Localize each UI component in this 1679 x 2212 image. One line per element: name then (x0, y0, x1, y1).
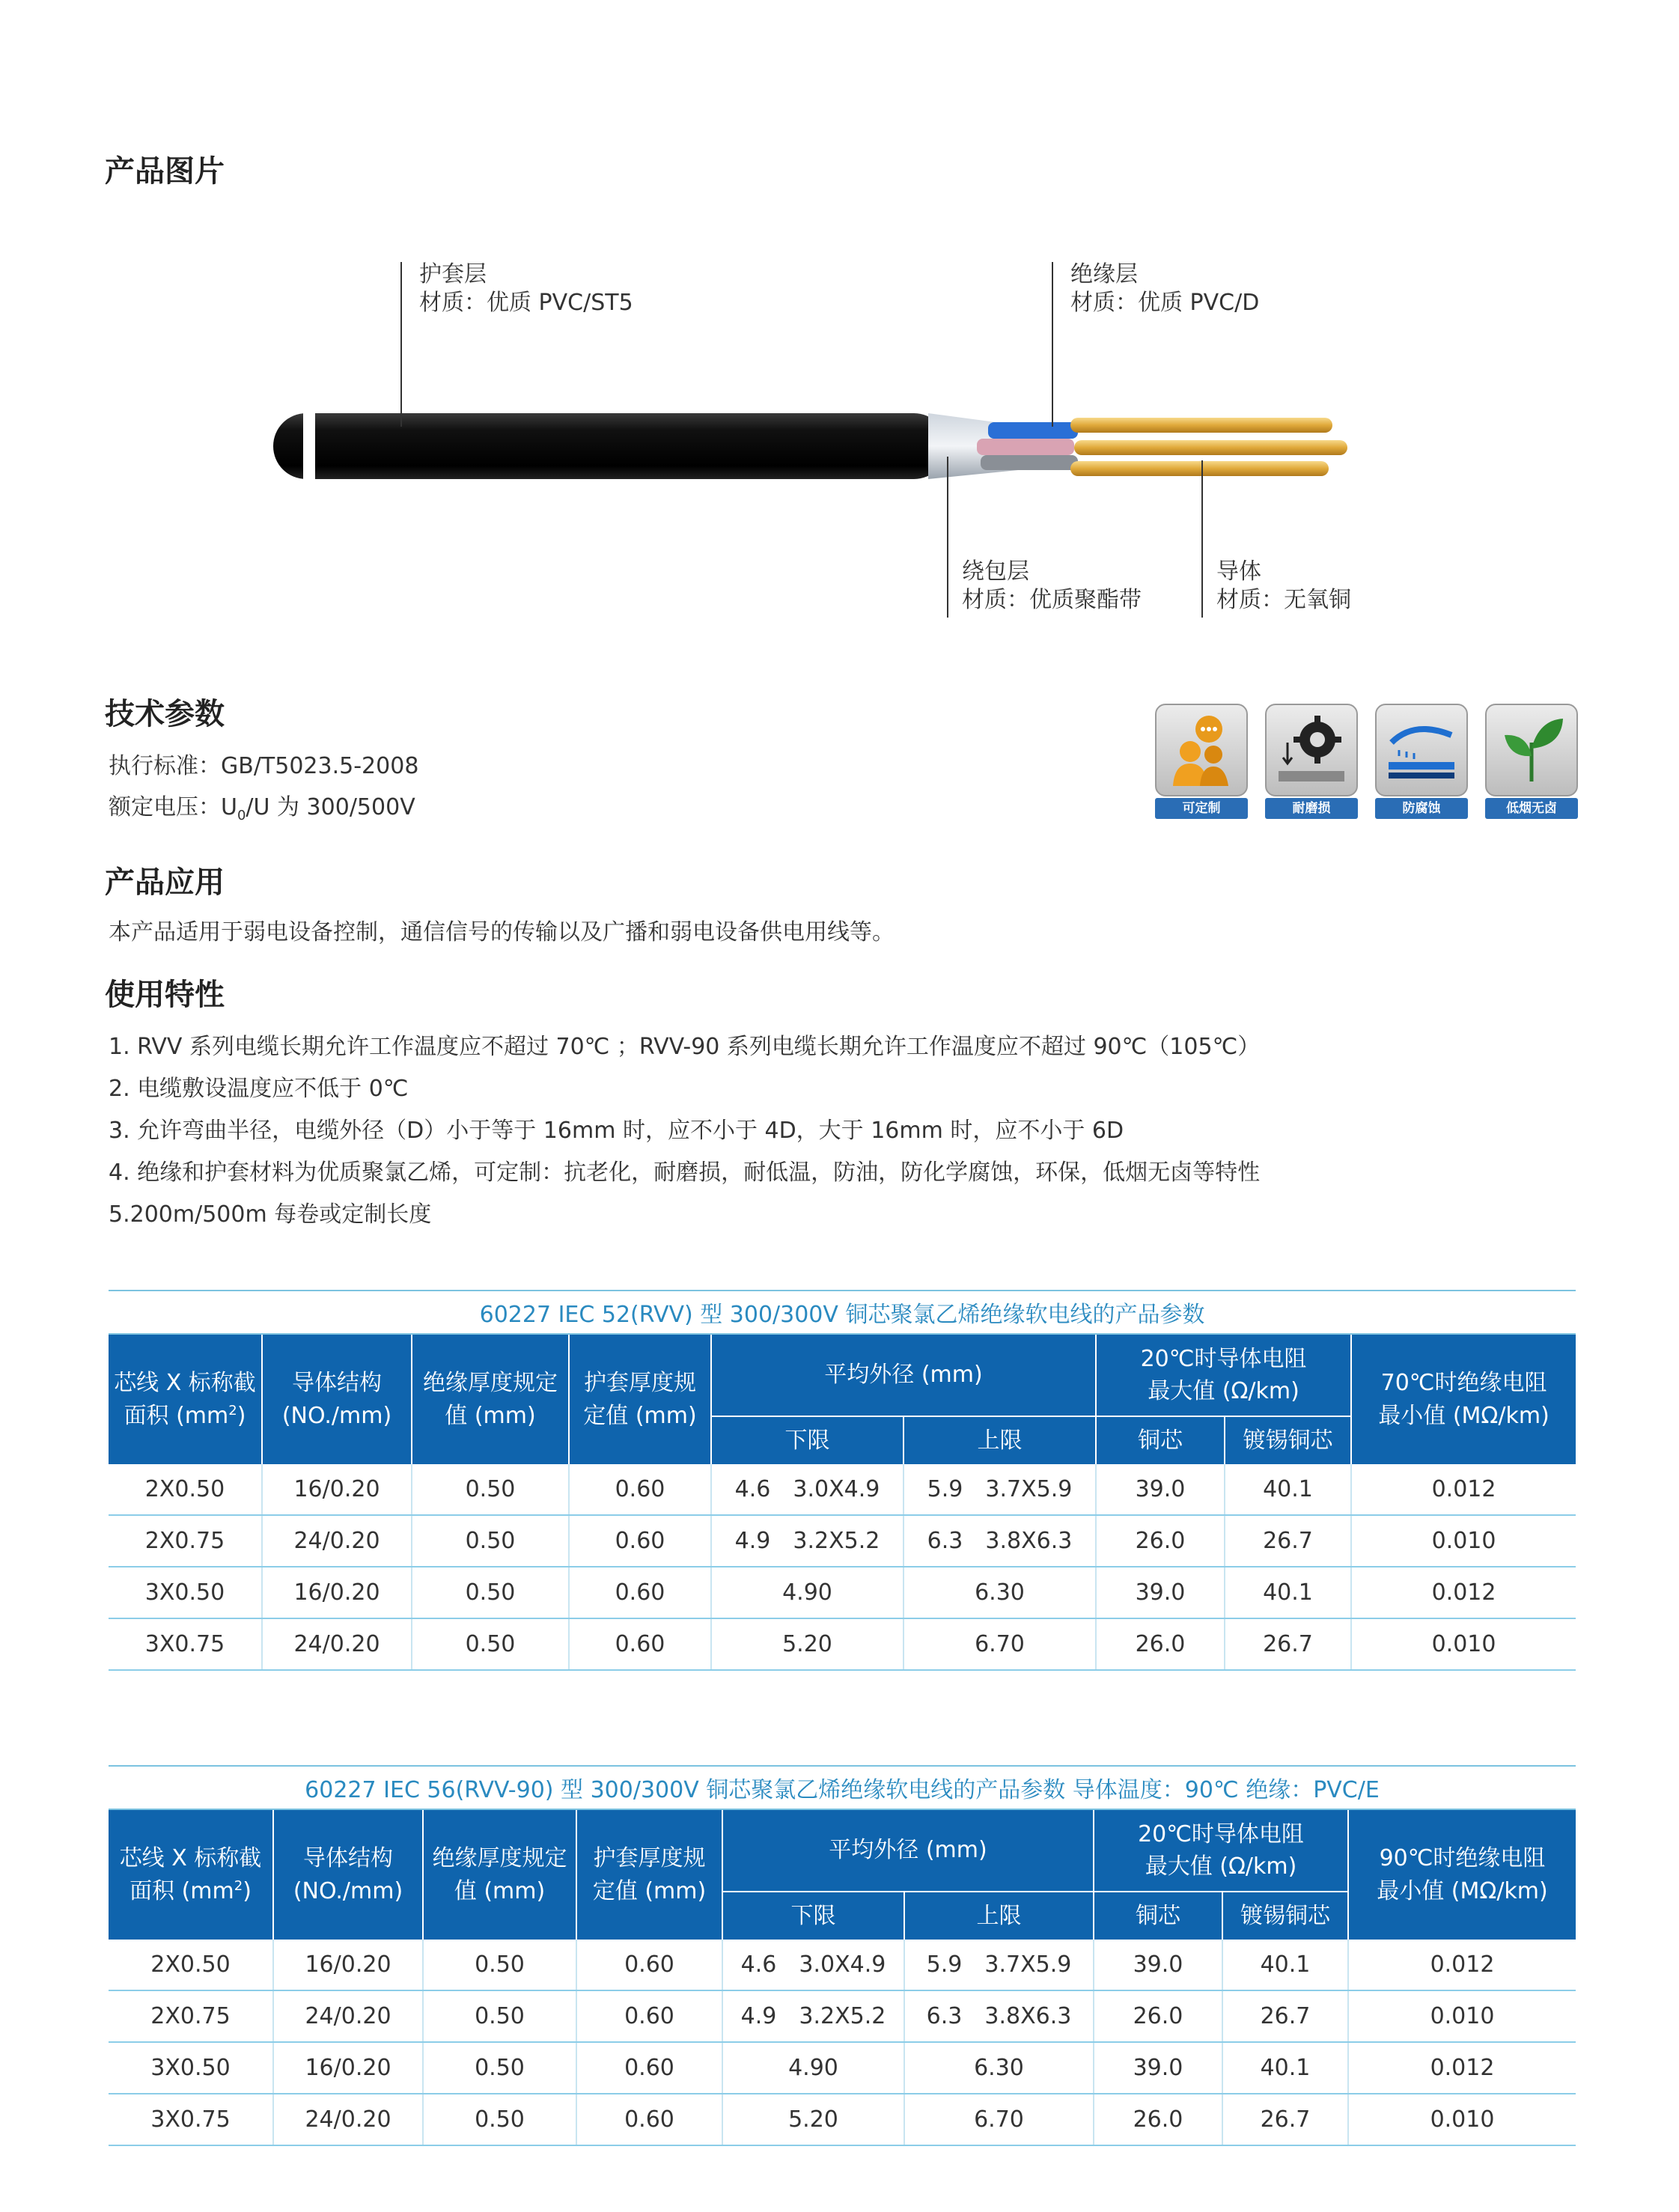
cell-core-area: 2X0.75 (109, 1515, 262, 1567)
callout-sheath-material: 材质：优质 PVC/ST5 (419, 290, 633, 316)
cell-resistance-copper: 39.0 (1094, 2042, 1222, 2094)
cell-od-lower: 4.9 3.2X5.2 (722, 1990, 904, 2042)
table-row (109, 2094, 1576, 2145)
cell-core-area: 3X0.50 (109, 1567, 262, 1618)
header-core-area: 芯线 X 标称截 面积 $(mm^2)$ (109, 1334, 262, 1464)
cell-conductor-structure: 16/0.20 (262, 1464, 412, 1515)
cell-sheath-thickness: 0.60 (576, 2042, 722, 2094)
cell-sheath-thickness: 0.60 (576, 1990, 722, 2042)
feature-line-3: 3. 允许弯曲半径，电缆外径（D）小于等于 16mm 时，应不小于 4D，大于 16mm 时，应不小于 6D (109, 1118, 1124, 1144)
gear-icon (1265, 704, 1358, 796)
cell-insulation-resistance: 0.012 (1348, 1940, 1576, 1990)
header-outer-diameter: 平均外径 (mm) (711, 1334, 1096, 1416)
callout-line-sheath (400, 262, 402, 427)
cell-od-lower: 5.20 (711, 1618, 904, 1670)
cell-od-upper: 6.3 3.8X6.3 (904, 1990, 1094, 2042)
drip-layer-icon (1375, 704, 1468, 796)
callout-wrap-material: 材质：优质聚酯带 (962, 587, 1142, 613)
cell-resistance-copper: 26.0 (1096, 1515, 1225, 1567)
application-text: 本产品适用于弱电设备控制，通信信号的传输以及广播和弱电设备供电用线等。 (109, 919, 895, 945)
table-row (109, 1618, 1576, 1670)
table-row (109, 1464, 1576, 1515)
header-insulation-resistance: 70℃时绝缘电阻 最小值 (MΩ/km) (1351, 1334, 1576, 1464)
cell-conductor-structure: 16/0.20 (262, 1567, 412, 1618)
cell-resistance-copper: 39.0 (1096, 1567, 1225, 1618)
header-lower: 下限 (722, 1892, 904, 1940)
cell-insulation-resistance: 0.012 (1351, 1464, 1576, 1515)
header-insulation-thickness: 绝缘厚度规定 值 (mm) (423, 1809, 576, 1940)
cell-core-area: 3X0.50 (109, 2042, 273, 2094)
table-row (109, 2042, 1576, 2094)
cell-resistance-tinned: 26.7 (1225, 1515, 1351, 1567)
cell-sheath-thickness: 0.60 (569, 1464, 711, 1515)
cell-insulation-thickness: 0.50 (423, 1990, 576, 2042)
header-sheath-thickness: 护套厚度规 定值 (mm) (569, 1334, 711, 1464)
header-copper: 铜芯 (1094, 1892, 1222, 1940)
people-chat-icon (1155, 704, 1248, 796)
header-insulation-resistance: 90℃时绝缘电阻 最小值 (MΩ/km) (1348, 1809, 1576, 1940)
cell-conductor-structure: 16/0.20 (273, 2042, 423, 2094)
cell-insulation-thickness: 0.50 (412, 1515, 569, 1567)
cell-core-area: 3X0.75 (109, 2094, 273, 2145)
callout-line-insulation (1052, 262, 1053, 427)
cell-insulation-resistance: 0.010 (1351, 1515, 1576, 1567)
header-copper: 铜芯 (1096, 1416, 1225, 1464)
table-caption: 60227 IEC 56(RVV-90) 型 300/300V 铜芯聚氯乙烯绝缘软电线的产品参数 导体温度：90℃ 绝缘：PVC/E (109, 1766, 1576, 1809)
feature-line-2: 2. 电缆敷设温度应不低于 0℃ (109, 1076, 409, 1102)
tech-voltage: 额定电压：$U_0/U$ 为 300/500V (109, 794, 415, 823)
header-conductor-resistance: 20℃时导体电阻 最大值 (Ω/km) (1096, 1334, 1351, 1416)
cell-core-area: 2X0.50 (109, 1464, 262, 1515)
cell-od-lower: 4.90 (722, 2042, 904, 2094)
table-row (109, 1990, 1576, 2042)
callout-sheath-name: 护套层 (419, 261, 487, 287)
header-core-area: 芯线 X 标称截 面积 $(mm^2)$ (109, 1809, 273, 1940)
cell-conductor-structure: 24/0.20 (262, 1618, 412, 1670)
cell-insulation-resistance: 0.012 (1351, 1567, 1576, 1618)
header-outer-diameter: 平均外径 (mm) (722, 1809, 1094, 1892)
cell-core-area: 3X0.75 (109, 1618, 262, 1670)
cell-sheath-thickness: 0.60 (569, 1515, 711, 1567)
cell-conductor-structure: 24/0.20 (273, 1990, 423, 2042)
callout-line-wrap (947, 457, 948, 618)
cable-illustration (269, 397, 1355, 502)
header-upper: 上限 (904, 1892, 1094, 1940)
header-upper: 上限 (904, 1416, 1096, 1464)
header-insulation-thickness: 绝缘厚度规定 值 (mm) (412, 1334, 569, 1464)
cell-sheath-thickness: 0.60 (576, 1940, 722, 1990)
cell-od-upper: 6.30 (904, 2042, 1094, 2094)
section-title-application: 产品应用 (105, 865, 225, 900)
feature-corrosion-proof: 防腐蚀 (1375, 704, 1472, 819)
header-tinned-copper: 镀锡铜芯 (1225, 1416, 1351, 1464)
table-row (109, 1567, 1576, 1618)
section-title-features: 使用特性 (105, 978, 225, 1012)
header-tinned-copper: 镀锡铜芯 (1222, 1892, 1348, 1940)
cell-insulation-resistance: 0.012 (1348, 2042, 1576, 2094)
cell-resistance-tinned: 40.1 (1222, 1940, 1348, 1990)
cell-insulation-thickness: 0.50 (412, 1567, 569, 1618)
cell-insulation-thickness: 0.50 (423, 1940, 576, 1990)
callout-wrap-name: 绕包层 (962, 558, 1029, 585)
callout-insulation-name: 绝缘层 (1070, 261, 1138, 287)
cell-od-upper: 6.3 3.8X6.3 (904, 1515, 1096, 1567)
header-sheath-thickness: 护套厚度规 定值 (mm) (576, 1809, 722, 1940)
cell-insulation-thickness: 0.50 (412, 1464, 569, 1515)
cell-od-upper: 5.9 3.7X5.9 (904, 1464, 1096, 1515)
callout-conductor-material: 材质：无氧铜 (1216, 587, 1351, 613)
cell-resistance-copper: 39.0 (1096, 1464, 1225, 1515)
table-body (109, 1464, 1576, 1670)
cell-insulation-resistance: 0.010 (1351, 1618, 1576, 1670)
cell-conductor-structure: 24/0.20 (273, 2094, 423, 2145)
table-caption: 60227 IEC 52(RVV) 型 300/300V 铜芯聚氯乙烯绝缘软电线的产品参数 (109, 1291, 1576, 1334)
section-title-tech-params: 技术参数 (105, 697, 225, 731)
cell-insulation-resistance: 0.010 (1348, 1990, 1576, 2042)
header-conductor-structure: 导体结构 (NO./mm) (262, 1334, 412, 1464)
params-table-rvv90 (109, 1765, 1576, 2146)
header-lower: 下限 (711, 1416, 904, 1464)
header-conductor-resistance: 20℃时导体电阻 最大值 (Ω/km) (1094, 1809, 1348, 1892)
cell-od-lower: 5.20 (722, 2094, 904, 2145)
cell-insulation-thickness: 0.50 (423, 2042, 576, 2094)
feature-customizable: 可定制 (1155, 704, 1252, 819)
cable-jacket (273, 413, 947, 479)
cell-od-upper: 6.30 (904, 1567, 1096, 1618)
tech-standard: 执行标准：GB/T5023.5-2008 (109, 753, 419, 779)
cell-od-upper: 5.9 3.7X5.9 (904, 1940, 1094, 1990)
cell-resistance-tinned: 26.7 (1222, 2094, 1348, 2145)
cell-od-lower: 4.9 3.2X5.2 (711, 1515, 904, 1567)
cell-sheath-thickness: 0.60 (576, 2094, 722, 2145)
callout-line-conductor (1201, 460, 1203, 618)
feature-line-5: 5.200m/500m 每卷或定制长度 (109, 1201, 432, 1228)
cell-core-area: 2X0.75 (109, 1990, 273, 2042)
table-row (109, 1940, 1576, 1990)
cell-conductor-structure: 24/0.20 (262, 1515, 412, 1567)
cable-insulated-cores (977, 422, 1078, 470)
cell-sheath-thickness: 0.60 (569, 1618, 711, 1670)
table-body (109, 1940, 1576, 2145)
cable-conductors (1070, 418, 1347, 476)
cell-resistance-copper: 39.0 (1094, 1940, 1222, 1990)
cell-insulation-thickness: 0.50 (423, 2094, 576, 2145)
leaf-icon (1485, 704, 1578, 796)
feature-wear-resistant: 耐磨损 (1265, 704, 1362, 819)
cell-resistance-tinned: 40.1 (1222, 2042, 1348, 2094)
cell-od-lower: 4.6 3.0X4.9 (722, 1940, 904, 1990)
cell-resistance-copper: 26.0 (1094, 2094, 1222, 2145)
table-row (109, 1515, 1576, 1567)
header-conductor-structure: 导体结构 (NO./mm) (273, 1809, 423, 1940)
cell-conductor-structure: 16/0.20 (273, 1940, 423, 1990)
callout-insulation-material: 材质：优质 PVC/D (1070, 290, 1260, 316)
params-table-rvv (109, 1290, 1576, 1671)
cell-resistance-copper: 26.0 (1096, 1618, 1225, 1670)
feature-low-smoke-halogen-free: 低烟无卤 (1485, 704, 1582, 819)
cell-od-upper: 6.70 (904, 1618, 1096, 1670)
cell-resistance-tinned: 26.7 (1225, 1618, 1351, 1670)
section-title-product-image: 产品图片 (105, 154, 225, 189)
cell-od-lower: 4.6 3.0X4.9 (711, 1464, 904, 1515)
callout-conductor-name: 导体 (1216, 558, 1261, 585)
cell-sheath-thickness: 0.60 (569, 1567, 711, 1618)
cell-insulation-thickness: 0.50 (412, 1618, 569, 1670)
cell-od-upper: 6.70 (904, 2094, 1094, 2145)
cell-resistance-tinned: 40.1 (1225, 1567, 1351, 1618)
feature-line-1: 1. RVV 系列电缆长期允许工作温度应不超过 70℃ ；RVV-90 系列电缆长期允许工作温度应不超过 90℃（105℃） (109, 1034, 1261, 1060)
cell-insulation-resistance: 0.010 (1348, 2094, 1576, 2145)
cell-resistance-tinned: 40.1 (1225, 1464, 1351, 1515)
cell-core-area: 2X0.50 (109, 1940, 273, 1990)
feature-line-4: 4. 绝缘和护套材料为优质聚氯乙烯，可定制：抗老化，耐磨损，耐低温，防油，防化学腐蚀，环保，低烟无卤等特性 (109, 1160, 1261, 1186)
cell-resistance-tinned: 26.7 (1222, 1990, 1348, 2042)
cell-od-lower: 4.90 (711, 1567, 904, 1618)
cell-resistance-copper: 26.0 (1094, 1990, 1222, 2042)
